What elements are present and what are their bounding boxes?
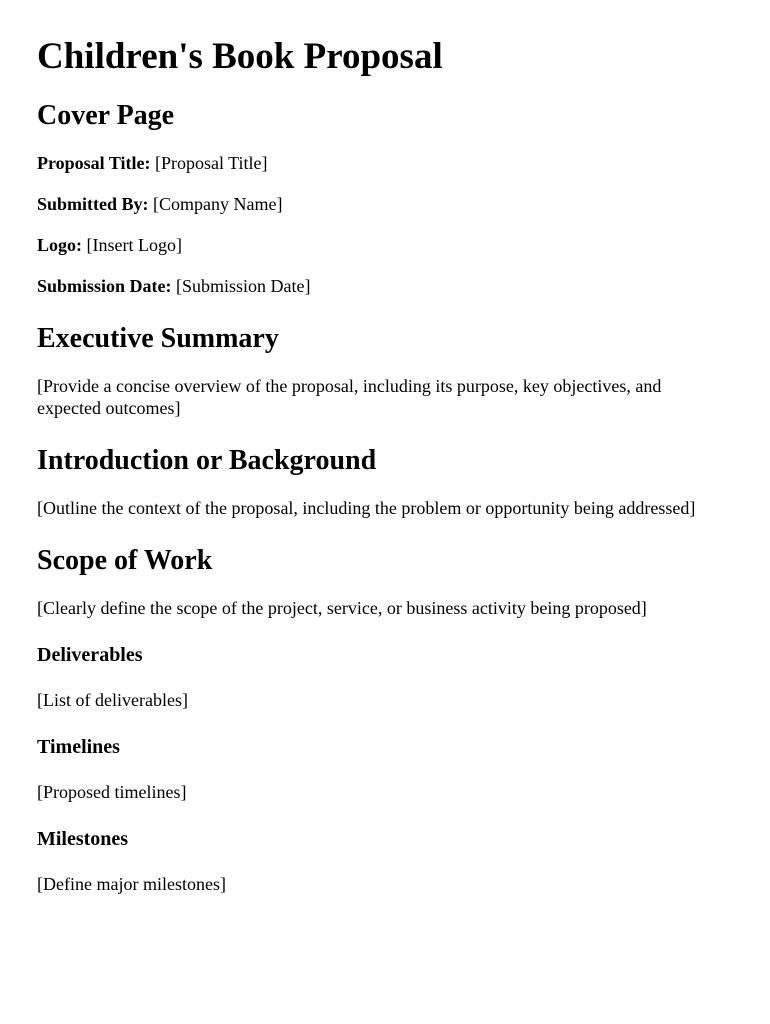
proposal-title-label: Proposal Title: xyxy=(37,153,151,173)
deliverables-body: [List of deliverables] xyxy=(37,690,188,710)
proposal-title-field xyxy=(37,152,726,174)
submission-date-value: [Submission Date] xyxy=(176,276,311,296)
timelines-heading: Timelines xyxy=(37,736,120,758)
introduction-body: [Outline the context of the proposal, including the problem or opportunity being addressed] xyxy=(37,498,696,518)
introduction-heading: Introduction or Background xyxy=(37,445,377,476)
milestones-heading: Milestones xyxy=(37,828,129,850)
logo-field xyxy=(37,234,726,256)
document-title: Children's Book Proposal xyxy=(37,36,443,77)
milestones-body: [Define major milestones] xyxy=(37,874,226,894)
logo-label: Logo: xyxy=(37,235,82,255)
executive-summary-body: [Provide a concise overview of the proposal, including its purpose, key objectives, and expected outcomes] xyxy=(37,376,662,418)
proposal-title-value: [Proposal Title] xyxy=(155,153,268,173)
submitted-by-value: [Company Name] xyxy=(153,194,283,214)
submission-date-field xyxy=(37,275,726,297)
deliverables-heading: Deliverables xyxy=(37,644,143,666)
cover-page-heading: Cover Page xyxy=(37,100,175,131)
scope-of-work-heading: Scope of Work xyxy=(37,545,213,576)
submission-date-label: Submission Date: xyxy=(37,276,172,296)
scope-of-work-body: [Clearly define the scope of the project, service, or business activity being proposed] xyxy=(37,598,647,618)
timelines-body: [Proposed timelines] xyxy=(37,782,187,802)
submitted-by-label: Submitted By: xyxy=(37,194,149,214)
submitted-by-field xyxy=(37,193,726,215)
executive-summary-heading: Executive Summary xyxy=(37,323,279,354)
logo-value: [Insert Logo] xyxy=(86,235,182,255)
